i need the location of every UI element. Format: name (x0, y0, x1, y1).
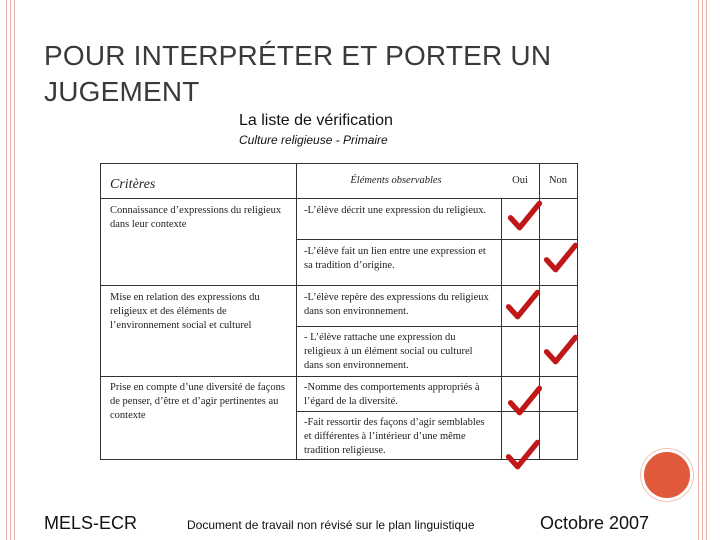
criterion-3: Prise en compte d’une diversité de façons de penser, d’être et d’agir pertinentes au contexte (110, 382, 285, 421)
observable-2-1: -L’élève repère des expressions du religieux dans son environnement. (304, 292, 489, 317)
checkmark-icon (507, 383, 543, 419)
observable-3-1: -Nomme des comportements appropriés à l’égard de la diversité. (304, 382, 480, 407)
page-frame-left (0, 0, 28, 540)
header-yes: Oui (512, 175, 528, 186)
checkmark-icon (543, 332, 579, 368)
observable-2-2: - L’élève rattache une expression du religieux à un élément social ou culturel dans son environnement. (304, 332, 473, 371)
footer-date: Octobre 2007 (540, 513, 650, 533)
observable-1-1: -L’élève décrit une expression du religieux. (304, 205, 487, 216)
checkmark-icon (505, 437, 541, 473)
checkmark-icon (507, 198, 543, 234)
footer-organization: MELS-ECR (44, 513, 138, 533)
slide-subsubtitle: Culture religieuse - Primaire (239, 133, 388, 147)
slide-title: POUR INTERPRÉTER ET PORTER UN JUGEMENT (44, 40, 552, 107)
decorative-circle (641, 449, 693, 501)
criterion-2: Mise en relation des expressions du religieux et des éléments de l’environnement social et culturel (110, 292, 260, 331)
page-frame-right (692, 0, 720, 540)
criterion-1: Connaissance d’expressions du religieux dans leur contexte (110, 205, 282, 230)
slide-subtitle: La liste de vérification (239, 112, 393, 129)
footer-note: Document de travail non révisé sur le plan linguistique (187, 518, 475, 532)
header-no: Non (548, 175, 568, 186)
observable-3-2: -Fait ressortir des façons d’agir semblables et différentes à l’intérieur d’une même tradition religieuse. (304, 417, 485, 456)
observable-1-2: -L’élève fait un lien entre une expression et sa tradition d’origine. (304, 246, 486, 271)
checkmark-icon (505, 287, 541, 323)
checkmark-icon (543, 240, 579, 276)
header-criteria: Critères (110, 177, 156, 192)
header-elements: Éléments observables (350, 175, 442, 186)
